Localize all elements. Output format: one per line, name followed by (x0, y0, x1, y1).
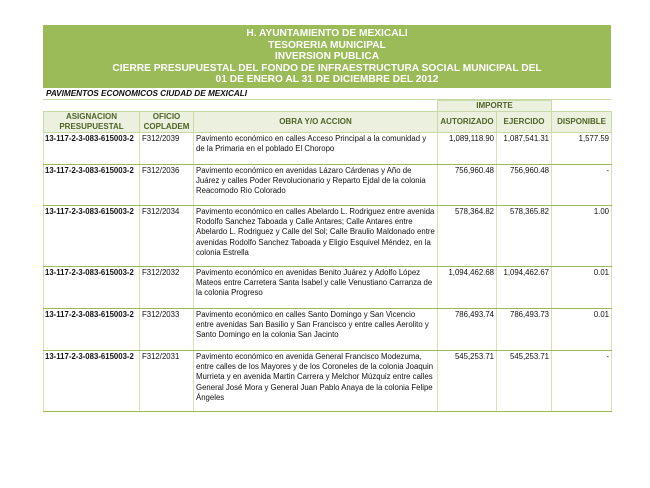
ejercido-cell: 1,094,462.67 (497, 266, 552, 308)
asignacion-header-line2: PRESUPUESTAL (59, 121, 124, 131)
header-row-columns (44, 111, 612, 132)
asignacion-cell: 13-117-2-3-083-615003-2 (44, 205, 140, 266)
asignacion-cell: 13-117-2-3-083-615003-2 (44, 132, 140, 164)
disponible-cell: 0.01 (552, 308, 612, 350)
asignacion-cell: 13-117-2-3-083-615003-2 (44, 266, 140, 308)
asignacion-cell: 13-117-2-3-083-615003-2 (44, 350, 140, 411)
autorizado-cell: 1,094,462.68 (438, 266, 497, 308)
header-line-periodo: 01 DE ENERO AL 31 DE DICIEMBRE DEL 2012 (215, 74, 439, 86)
oficio-header-line2: COPLADEM (143, 121, 190, 131)
autorizado-cell: 786,493.74 (438, 308, 497, 350)
oficio-cell: F312/2034 (140, 205, 194, 266)
ejercido-cell: 578,365.82 (497, 205, 552, 266)
asignacion-header (44, 111, 140, 132)
blank-header-cell (552, 100, 612, 111)
table-row (44, 266, 612, 308)
ejercido-header: EJERCIDO (497, 111, 552, 132)
obra-cell: Pavimento económico en calles Santo Domingo y San Vicencio entre avenidas San Basilio y San Francisco y entre calles Aerolito y Santo Domingo en la colonia San Jacinto (194, 308, 438, 350)
blank-header-cell (140, 100, 194, 111)
autorizado-cell: 578,364.82 (438, 205, 497, 266)
obra-cell: Pavimento económico en calles Abelardo L. Rodriguez entre avenida Rodolfo Sanchez Taboada y Calle Antares; Calle Antares entre Abelardo L. Rodriguez y Calle del Sol; Calle Braulio Maldonado entre avenidas Rodolfo Sanchez Taboada y Eligio Esquivel Méndez, en la colonia Estrella (194, 205, 438, 266)
section-title: PAVIMENTOS ECONOMICOS CIUDAD DE MEXICALI (43, 88, 611, 100)
asignacion-cell: 13-117-2-3-083-615003-2 (44, 308, 140, 350)
header-row-importe (44, 100, 612, 111)
oficio-cell: F312/2031 (140, 350, 194, 411)
report-header (43, 25, 611, 88)
importe-header: IMPORTE (438, 100, 552, 111)
obra-cell: Pavimento económico en avenida General Francisco Modezuma, entre calles de los Mayores y de los Coroneles de la colonia Joaquin Murrieta y en avenida Martin Carrera y Melchor Múzquiz entre calles General José Mora y General Juan Pablo Anaya de la colonia Felipe Ángeles (194, 350, 438, 411)
report-document (43, 25, 611, 412)
oficio-cell: F312/2036 (140, 164, 194, 205)
autorizado-cell: 756,960.48 (438, 164, 497, 205)
oficio-header (140, 111, 194, 132)
table-row (44, 164, 612, 205)
autorizado-header: AUTORIZADO (438, 111, 497, 132)
ejercido-cell: 756,960.48 (497, 164, 552, 205)
header-line-ayuntamiento: H. AYUNTAMIENTO DE MEXICALI (246, 28, 408, 39)
ejercido-cell: 786,493.73 (497, 308, 552, 350)
table-row (44, 350, 612, 411)
oficio-cell: F312/2033 (140, 308, 194, 350)
asignacion-cell: 13-117-2-3-083-615003-2 (44, 164, 140, 205)
autorizado-cell: 1,089,118.90 (438, 132, 497, 164)
ejercido-cell: 1,087,541.31 (497, 132, 552, 164)
header-line-tesoreria: TESORERIA MUNICIPAL (268, 39, 386, 51)
obra-cell: Pavimento económico en calles Acceso Principal a la comunidad y de la Primaria en el poblado El Choropo (194, 132, 438, 164)
autorizado-cell: 545,253.71 (438, 350, 497, 411)
ejercido-cell: 545,253.71 (497, 350, 552, 411)
disponible-cell: 1,577.59 (552, 132, 612, 164)
oficio-cell: F312/2032 (140, 266, 194, 308)
obra-cell: Pavimento económico en avenidas Lázaro Cárdenas y Año de Juárez y calles Poder Revolucionario y Reparto Ejdal de la colonia Reacomodo Rio Colorado (194, 164, 438, 205)
header-line-cierre: CIERRE PRESUPUESTAL DEL FONDO DE INFRAESTRUCTURA SOCIAL MUNICIPAL DEL (112, 62, 542, 74)
table-row (44, 205, 612, 266)
disponible-cell: - (552, 350, 612, 411)
blank-header-cell (194, 100, 438, 111)
table-row (44, 308, 612, 350)
oficio-cell: F312/2039 (140, 132, 194, 164)
header-line-inversion: INVERSION PUBLICA (274, 51, 380, 63)
disponible-cell: 0.01 (552, 266, 612, 308)
disponible-cell: 1.00 (552, 205, 612, 266)
disponible-header: DISPONIBLE (552, 111, 612, 132)
oficio-header-line1: OFICIO (152, 111, 181, 121)
budget-table (43, 100, 612, 412)
blank-header-cell (44, 100, 140, 111)
obra-cell: Pavimento económico en avenidas Benito Juárez y Adolfo López Mateos entre Carretera Santa Isabel y calle Venustiano Carranza de la colonia Progreso (194, 266, 438, 308)
table-row (44, 132, 612, 164)
obra-header: OBRA Y/O ACCION (194, 111, 438, 132)
asignacion-header-line1: ASIGNACION (65, 111, 118, 121)
disponible-cell: - (552, 164, 612, 205)
